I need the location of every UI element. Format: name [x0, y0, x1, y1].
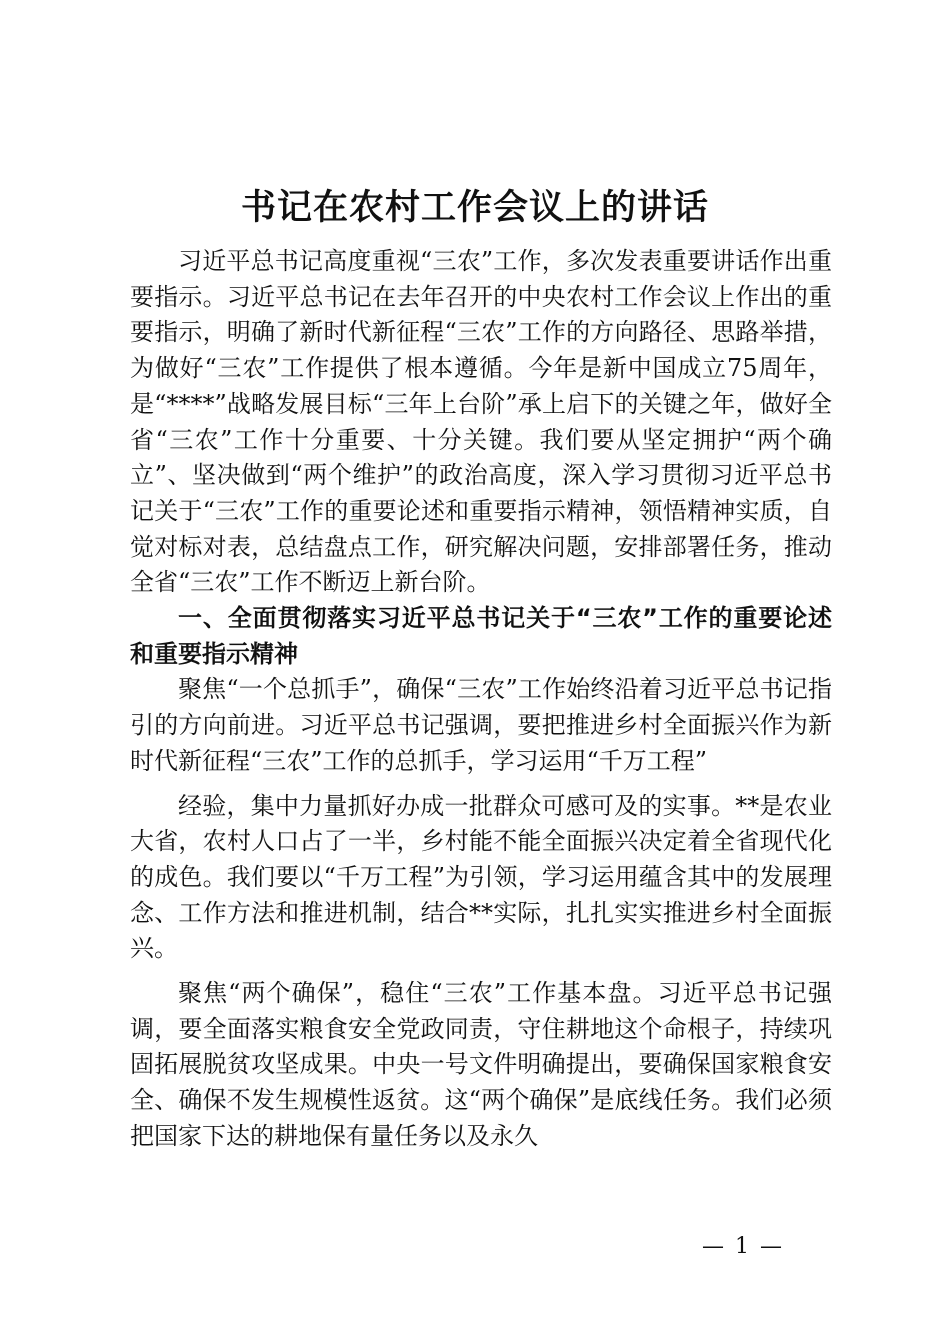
paragraph-two-ensures: 聚焦“两个确保”，稳住“三农”工作基本盘。习近平总书记强调，要全面落实粮食安全党政同责，守住耕地这个命根子，持续巩固拓展脱贫攻坚成果。中央一号文件明确提出，要确保国家粮食安全、确保不发生规模性返贫。这“两个确保”是底线任务。我们必须把国家下达的耕地保有量任务以及永久: [130, 979, 832, 1150]
document-title: 书记在农村工作会议上的讲话: [240, 187, 709, 228]
document-body: [130, 244, 832, 1155]
paragraph-one-focus: 聚焦“一个总抓手”，确保“三农”工作始终沿着习近平总书记指引的方向前进。习近平总书记强调，要把推进乡村全面振兴作为新时代新征程“三农”工作的总抓手，学习运用“千万工程”: [130, 675, 832, 775]
section-heading-1: 一、全面贯彻落实习近平总书记关于“三农”工作的重要论述和重要指示精神: [130, 604, 832, 668]
paragraph-intro: 习近平总书记高度重视“三农”工作，多次发表重要讲话作出重要指示。习近平总书记在去年召开的中央农村工作会议上作出的重要指示，明确了新时代新征程“三农”工作的方向路径、思路举措，为做好“三农”工作提供了根本遵循。今年是新中国成立75周年，是“****”战略发展目标“三年上台阶”承上启下的关键之年，做好全省“三农”工作十分重要、十分关键。我们要从坚定拥护“两个确立”、坚决做到“两个维护”的政治高度，深入学习贯彻习近平总书记关于“三农”工作的重要论述和重要指示精神，领悟精神实质，自觉对标对表，总结盘点工作，研究解决问题，安排部署任务，推动全省“三农”工作不断迈上新台阶。: [130, 247, 832, 597]
page-number: — 1 —: [702, 1234, 784, 1259]
paragraph-experience: 经验，集中力量抓好办成一批群众可感可及的实事。**是农业大省，农村人口占了一半，乡村能不能全面振兴决定着全省现代化的成色。我们要以“千万工程”为引领，学习运用蕴含其中的发展理念、工作方法和推进机制，结合**实际，扎扎实实推进乡村全面振兴。: [130, 791, 832, 963]
